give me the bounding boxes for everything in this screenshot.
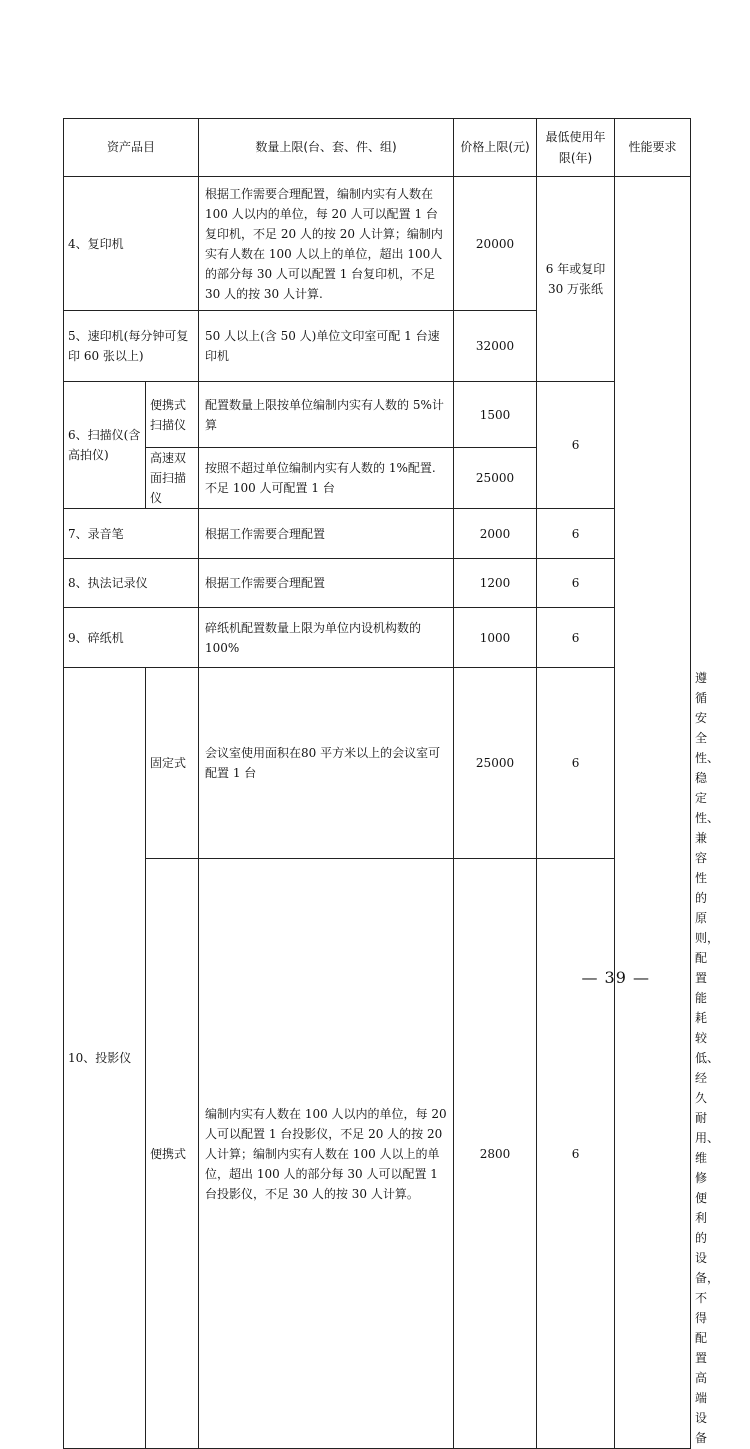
row-projector-portable-price: 2800 <box>454 859 537 1449</box>
header-perf: 性能要求 <box>615 119 691 177</box>
copier-life: 6 年或复印 30 万张纸 <box>537 177 615 382</box>
row-scanner-portable-price: 1500 <box>454 382 537 448</box>
row-projector-fixed-sub: 固定式 <box>146 668 199 859</box>
row-law-recorder-item: 8、执法记录仪 <box>64 559 199 608</box>
header-item: 资产品目 <box>64 119 199 177</box>
header-price: 价格上限(元) <box>454 119 537 177</box>
row-recorder-item: 7、录音笔 <box>64 509 199 559</box>
row-projector-fixed-qty: 会议室使用面积在80 平方米以上的会议室可配置 1 台 <box>199 668 454 859</box>
row-shredder-item: 9、碎纸机 <box>64 608 199 668</box>
row-scanner-highspeed-sub: 高速双面扫描仪 <box>146 448 199 509</box>
row-fast-copier-price: 32000 <box>454 311 537 382</box>
header-qty: 数量上限(台、套、件、组) <box>199 119 454 177</box>
page-number: — 39 — <box>581 968 650 987</box>
row-copier-qty: 根据工作需要合理配置，编制内实有人数在 100 人以内的单位，每 20 人可以配置 1 台复印机，不足 20 人的按 20 人计算；编制内实有人数在 100 人以上的单位，超出 100人的部分每 30 人可以配置 1 台复印机，不足 30 人的按 30 人计算. <box>199 177 454 311</box>
asset-config-table: 资产品目 数量上限(台、套、件、组) 价格上限(元) 最低使用年限(年) 性能要求 4、复印机 根据工作需要合理配置，编制内实有人数在 100 人以内的单位，每 20 人可以配置 1 台复印机，不足 20 人的按 20 人计算；编制内实有人数在 100 人以上的单位，超出 100人的部分每 30 人可以配置 1 台复印机，不足 30 人的按 30 人计算. 20000 6 年或复印 30 万张纸 5、速印机(每分钟可复印 60 张以上) 50 人以上(含 50 人)单位文印室可配 1 台速印机 32000 6、扫描仪(含高拍仪) 便携式扫描仪 配置数量上限按单位编制内实有人数的 5%计算 1500 6 高速双面扫描仪 按照不超过单位编制内实有人数的 1%配置. 不足 100 人可配置 1 台 25000 7、录音笔 根据工作需要合理配置 2000 6 8、执法记录仪 根据工作需要合理配置 1200 6 9、碎纸机 碎纸机配置数量上限为单位内设机构数的 100% 1000 6 10、投影仪 固定式 会议室使用面积在80 平方米以上的会议室可配置 1 台 25000 6 遵循安全性、稳定性、兼容性的原则，配置能耗较低、经久耐用、维修便利的设备，不得配置高端设备 便携式 编制内实有人数在 100 人以内的单位，每 20 人可以配置 1 台投影仪，不足 20 人的按 20 人计算；编制内实有人数在 100 人以上的单位，超出 100 人的部分每 30 人可以配置 1 台投影仪，不足 30 人的按 30 人计算。 2800 6 <box>63 118 691 1449</box>
row-scanner-life: 6 <box>537 382 615 509</box>
row-projector-fixed-price: 25000 <box>454 668 537 859</box>
row-recorder-price: 2000 <box>454 509 537 559</box>
row-scanner-highspeed-qty: 按照不超过单位编制内实有人数的 1%配置. 不足 100 人可配置 1 台 <box>199 448 454 509</box>
row-scanner-portable-qty: 配置数量上限按单位编制内实有人数的 5%计算 <box>199 382 454 448</box>
row-shredder-life: 6 <box>537 608 615 668</box>
row-shredder-price: 1000 <box>454 608 537 668</box>
row-copier-price: 20000 <box>454 177 537 311</box>
row-scanner-item: 6、扫描仪(含高拍仪) <box>64 382 146 509</box>
header-life: 最低使用年限(年) <box>537 119 615 177</box>
row-projector-fixed-life: 6 <box>537 668 615 859</box>
row-fast-copier-qty: 50 人以上(含 50 人)单位文印室可配 1 台速印机 <box>199 311 454 382</box>
perf-upper-empty <box>615 177 691 1449</box>
row-law-recorder-life: 6 <box>537 559 615 608</box>
row-recorder-life: 6 <box>537 509 615 559</box>
row-projector-portable-sub: 便携式 <box>146 859 199 1449</box>
row-shredder-qty: 碎纸机配置数量上限为单位内设机构数的 100% <box>199 608 454 668</box>
row-projector-item: 10、投影仪 <box>64 668 146 1449</box>
row-projector-portable-life: 6 <box>537 859 615 1449</box>
row-law-recorder-qty: 根据工作需要合理配置 <box>199 559 454 608</box>
row-fast-copier-item: 5、速印机(每分钟可复印 60 张以上) <box>64 311 199 382</box>
row-scanner-portable-sub: 便携式扫描仪 <box>146 382 199 448</box>
row-projector-portable-qty: 编制内实有人数在 100 人以内的单位，每 20 人可以配置 1 台投影仪，不足 20 人的按 20 人计算；编制内实有人数在 100 人以上的单位，超出 100 人的部分每 30 人可以配置 1 台投影仪，不足 30 人的按 30 人计算。 <box>199 859 454 1449</box>
row-recorder-qty: 根据工作需要合理配置 <box>199 509 454 559</box>
row-scanner-highspeed-price: 25000 <box>454 448 537 509</box>
row-law-recorder-price: 1200 <box>454 559 537 608</box>
row-copier-item: 4、复印机 <box>64 177 199 311</box>
